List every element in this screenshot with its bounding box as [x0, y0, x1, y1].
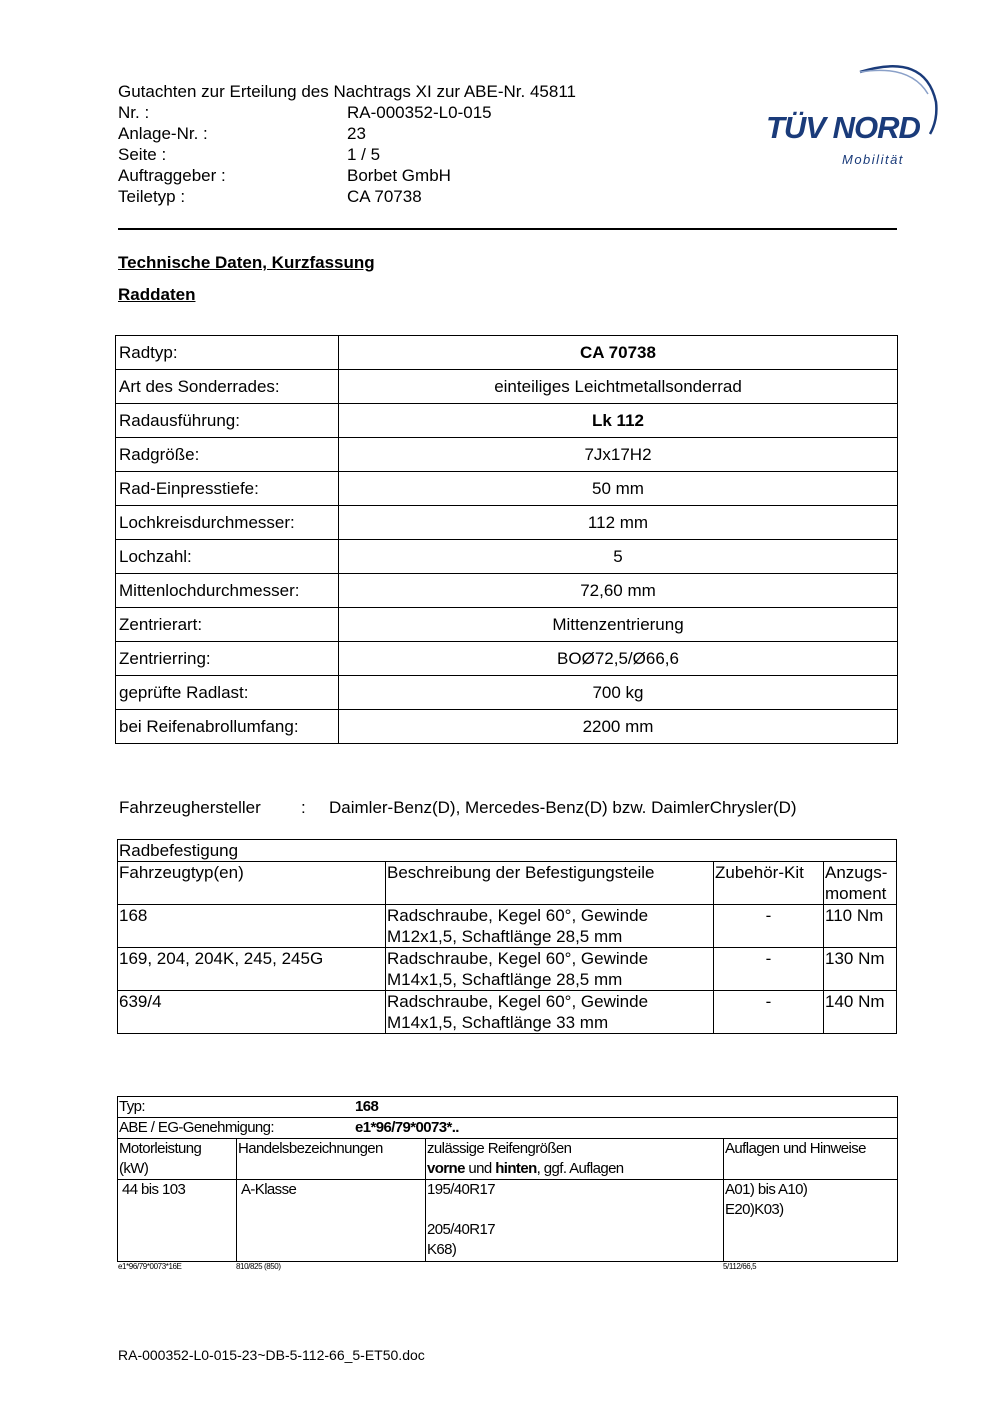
- tuev-nord-logo: [760, 58, 945, 173]
- kit-cell: -: [714, 948, 824, 991]
- row-label: Zentrierring:: [116, 642, 339, 676]
- abe-label: ABE / EG-Genehmigung:: [119, 1119, 274, 1136]
- moment-cell: 140 Nm: [824, 991, 897, 1034]
- row-label: Art des Sonderrades:: [116, 370, 339, 404]
- field-label: Anlage-Nr. :: [118, 124, 208, 143]
- row-value: 2200 mm: [339, 710, 898, 744]
- table-header-row: [118, 862, 897, 905]
- row-label: Rad-Einpresstiefe:: [116, 472, 339, 506]
- row-value: 5: [339, 540, 898, 574]
- table-row: [118, 948, 897, 991]
- header-handelsbezeichnungen: Handelsbezeichnungen: [237, 1139, 426, 1180]
- field-value: Borbet GmbH: [347, 166, 451, 185]
- table-row: [116, 642, 898, 676]
- table-row: [118, 1180, 898, 1262]
- footnote-abrollumfang: 810/825 (850): [236, 1262, 281, 1271]
- table-row: [116, 710, 898, 744]
- footnote-genehmigung: e1*96/79*0073*16E: [118, 1262, 182, 1271]
- table-row: [116, 370, 898, 404]
- row-label: Lochkreisdurchmesser:: [116, 506, 339, 540]
- field-label: Seite :: [118, 145, 167, 164]
- field-label: Nr. :: [118, 103, 150, 122]
- table-row: [116, 676, 898, 710]
- row-value: 112 mm: [339, 506, 898, 540]
- field-value: RA-000352-L0-015: [347, 103, 492, 122]
- row-label: Lochzahl:: [116, 540, 339, 574]
- table-row: [116, 540, 898, 574]
- raddaten-table: [115, 335, 898, 744]
- table-row: [116, 506, 898, 540]
- beschreibung-cell: Radschraube, Kegel 60°, Gewinde M12x1,5, Schaftlänge 28,5 mm: [386, 905, 714, 948]
- row-label: Mittenlochdurchmesser:: [116, 574, 339, 608]
- typ-cell: [118, 1097, 898, 1118]
- table-row: [116, 608, 898, 642]
- moment-cell: 110 Nm: [824, 905, 897, 948]
- row-label: geprüfte Radlast:: [116, 676, 339, 710]
- hersteller-label: Fahrzeughersteller: [119, 798, 261, 817]
- reifen-cell: 195/40R17 205/40R17 K68): [426, 1180, 724, 1262]
- row-value: Mittenzentrierung: [339, 608, 898, 642]
- table-row: [118, 905, 897, 948]
- moment-cell: 130 Nm: [824, 948, 897, 991]
- field-value: 23: [347, 124, 366, 143]
- beschreibung-cell: Radschraube, Kegel 60°, Gewinde M14x1,5, Schaftlänge 28,5 mm: [386, 948, 714, 991]
- table-row: [116, 574, 898, 608]
- row-value: Lk 112: [339, 404, 898, 438]
- row-label: Radausführung:: [116, 404, 339, 438]
- row-label: Zentrierart:: [116, 608, 339, 642]
- kit-cell: -: [714, 905, 824, 948]
- row-value: 700 kg: [339, 676, 898, 710]
- header-divider: [118, 228, 897, 230]
- fahrzeugtyp-cell: 639/4: [118, 991, 386, 1034]
- row-value: CA 70738: [339, 336, 898, 370]
- radbefestigung-table: [117, 839, 897, 1034]
- hersteller-value: Daimler-Benz(D), Mercedes-Benz(D) bzw. DaimlerChrysler(D): [329, 798, 797, 817]
- table-row: [118, 991, 897, 1034]
- typ-table: [117, 1096, 898, 1262]
- row-label: Radgröße:: [116, 438, 339, 472]
- header-zubehoer-kit: Zubehör-Kit: [714, 862, 824, 905]
- document-title: Gutachten zur Erteilung des Nachtrags XI zur ABE-Nr. 45811: [118, 82, 576, 101]
- abe-row: [118, 1118, 898, 1139]
- field-label: Auftraggeber :: [118, 166, 226, 185]
- row-value: 7Jx17H2: [339, 438, 898, 472]
- header-motorleistung: Motorleistung (kW): [118, 1139, 237, 1180]
- logo-wordmark: TÜV NORD: [766, 110, 920, 145]
- field-value: CA 70738: [347, 187, 422, 206]
- abe-cell: [118, 1118, 898, 1139]
- footnote-lochbild: 5/112/66,5: [723, 1262, 757, 1271]
- table-title-row: [118, 840, 897, 862]
- hersteller-separator: :: [301, 798, 306, 817]
- table-title: Radbefestigung: [118, 840, 897, 862]
- handel-cell: A-Klasse: [237, 1180, 426, 1262]
- header-fields: [118, 102, 538, 207]
- section-heading: Technische Daten, Kurzfassung: [118, 253, 375, 272]
- header-auflagen: Auflagen und Hinweise: [724, 1139, 898, 1180]
- row-label: Radtyp:: [116, 336, 339, 370]
- logo-subtitle: Mobilität: [842, 152, 904, 167]
- beschreibung-cell: Radschraube, Kegel 60°, Gewinde M14x1,5, Schaftlänge 33 mm: [386, 991, 714, 1034]
- field-value: 1 / 5: [347, 145, 381, 164]
- row-value: 72,60 mm: [339, 574, 898, 608]
- field-label: Teiletyp :: [118, 187, 186, 206]
- fahrzeugtyp-cell: 168: [118, 905, 386, 948]
- subsection-heading: Raddaten: [118, 285, 196, 304]
- row-label: bei Reifenabrollumfang:: [116, 710, 339, 744]
- header-fahrzeugtyp: Fahrzeugtyp(en): [118, 862, 386, 905]
- table-row: [116, 438, 898, 472]
- footer-filename: RA-000352-L0-015-23~DB-5-112-66_5-ET50.doc: [118, 1347, 425, 1363]
- kit-cell: -: [714, 991, 824, 1034]
- table-row: [116, 472, 898, 506]
- header-reifengroessen: zulässige Reifengrößen vorne und hinten, ggf. Auflagen: [426, 1139, 724, 1180]
- typ-label: Typ:: [119, 1098, 145, 1115]
- fahrzeugtyp-cell: 169, 204, 204K, 245, 245G: [118, 948, 386, 991]
- table-row: [116, 336, 898, 370]
- header-beschreibung: Beschreibung der Befestigungsteile: [386, 862, 714, 905]
- header-anzugsmoment: Anzugs- moment: [824, 862, 897, 905]
- row-value: 50 mm: [339, 472, 898, 506]
- row-value: einteiliges Leichtmetallsonderrad: [339, 370, 898, 404]
- typ-value: 168: [355, 1098, 379, 1115]
- typ-row: [118, 1097, 898, 1118]
- auflagen-cell: A01) bis A10) E20)K03): [724, 1180, 898, 1262]
- table-row: [116, 404, 898, 438]
- abe-value: e1*96/79*0073*..: [355, 1119, 459, 1136]
- table-header-row: [118, 1139, 898, 1180]
- row-value: BOØ72,5/Ø66,6: [339, 642, 898, 676]
- motor-cell: 44 bis 103: [118, 1180, 237, 1262]
